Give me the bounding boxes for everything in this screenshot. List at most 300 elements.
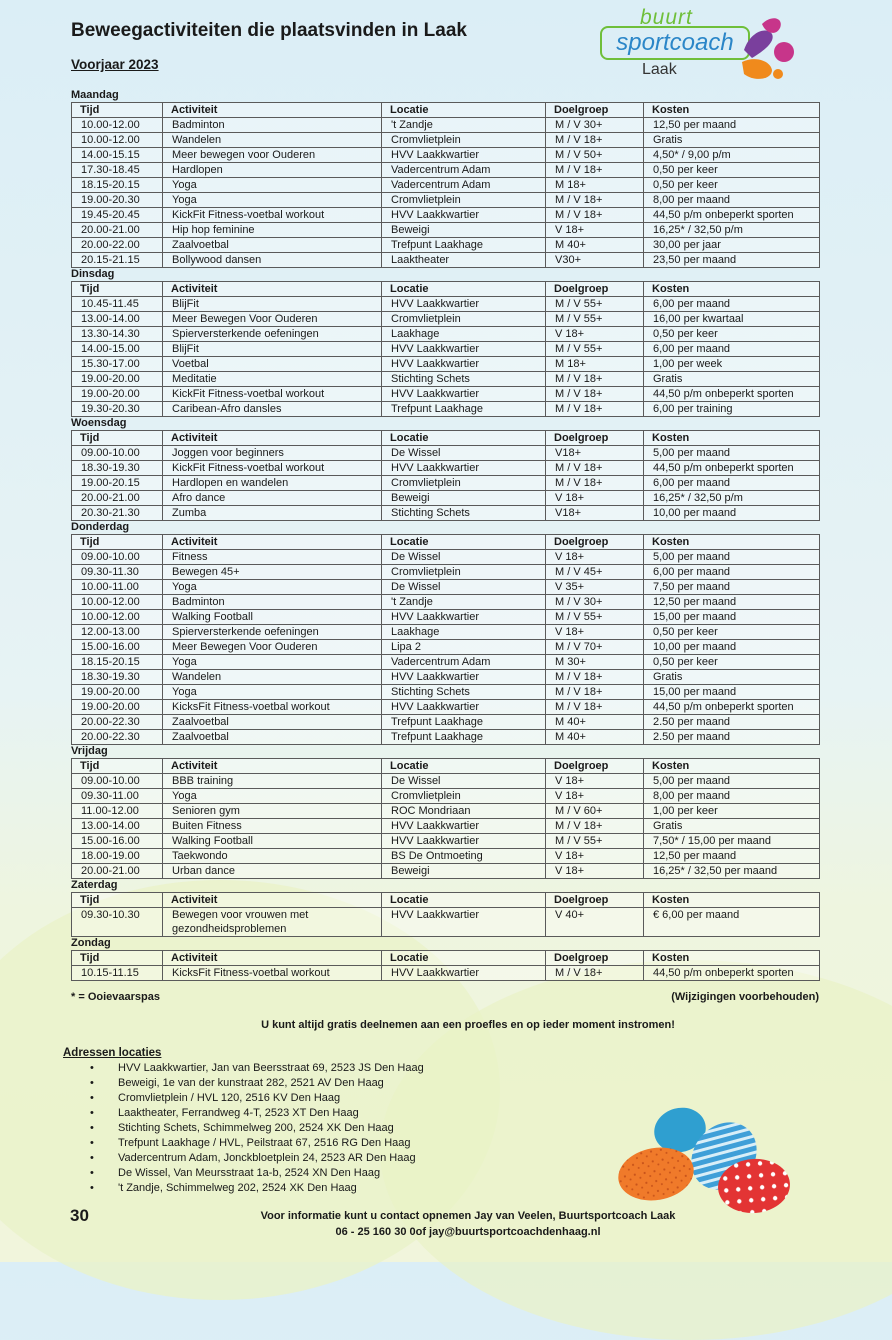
cell-location: Stichting Schets — [382, 372, 546, 387]
column-header-activity: Activiteit — [163, 431, 382, 446]
cell-target-group: M / V 55+ — [546, 834, 644, 849]
table-row — [72, 148, 820, 163]
cell-activity: Wandelen — [163, 133, 382, 148]
table-row — [72, 133, 820, 148]
cell-target-group: M / V 55+ — [546, 297, 644, 312]
cell-target-group: V 18+ — [546, 864, 644, 879]
cell-activity: KicksFit Fitness-voetbal workout — [163, 966, 382, 981]
cell-target-group: M / V 18+ — [546, 133, 644, 148]
cell-activity: KickFit Fitness-voetbal workout — [163, 461, 382, 476]
cell-location: Beweigi — [382, 223, 546, 238]
contact-info-line: 06 - 25 160 30 0of jay@buurtsportcoachdenhaag.nl — [335, 1226, 601, 1238]
table-row — [72, 700, 820, 715]
cell-activity: Bewegen voor vrouwen met gezondheidsproblemen — [163, 908, 382, 937]
cell-location: Vadercentrum Adam — [382, 163, 546, 178]
table-row — [72, 864, 820, 879]
contact-info-line: Voor informatie kunt u contact opnemen Jay van Veelen, Buurtsportcoach Laak — [260, 1210, 676, 1222]
cell-time: 18.15-20.15 — [72, 655, 163, 670]
cell-location: HVV Laakkwartier — [382, 966, 546, 981]
cell-cost: 0,50 per keer — [644, 327, 820, 342]
cell-target-group: M 18+ — [546, 178, 644, 193]
cell-activity: Fitness — [163, 550, 382, 565]
column-header-activity: Activiteit — [163, 759, 382, 774]
cell-time: 10.00-11.00 — [72, 580, 163, 595]
cell-location: HVV Laakkwartier — [382, 834, 546, 849]
cell-cost: 16,25* / 32,50 p/m — [644, 491, 820, 506]
table-header-row — [72, 893, 820, 908]
trial-lesson-notice: U kunt altijd gratis deelnemen aan een proefles en op ieder moment instromen! — [261, 1019, 675, 1031]
cell-location: HVV Laakkwartier — [382, 342, 546, 357]
table-row — [72, 789, 820, 804]
cell-time: 10.00-12.00 — [72, 133, 163, 148]
cell-time: 13.00-14.00 — [72, 819, 163, 834]
cell-time: 18.30-19.30 — [72, 670, 163, 685]
cell-target-group: M / V 18+ — [546, 685, 644, 700]
cell-cost: 0,50 per keer — [644, 655, 820, 670]
table-row — [72, 730, 820, 745]
cell-location: Cromvlietplein — [382, 133, 546, 148]
column-header-target-group: Doelgroep — [546, 893, 644, 908]
cell-cost: 2.50 per maand — [644, 730, 820, 745]
cell-target-group: M / V 18+ — [546, 387, 644, 402]
schedule-table — [71, 758, 820, 879]
address-item: • Stichting Schets, Schimmelweg 200, 2524 XK Den Haag — [90, 1121, 424, 1136]
cell-target-group: V 40+ — [546, 908, 644, 937]
schedule-table — [71, 281, 820, 417]
cell-time: 18.15-20.15 — [72, 178, 163, 193]
day-heading: Zaterdag — [71, 879, 118, 891]
page-number: 30 — [70, 1206, 89, 1225]
cell-cost: 5,00 per maand — [644, 550, 820, 565]
cell-location: Laaktheater — [382, 253, 546, 268]
cell-location: Laakhage — [382, 625, 546, 640]
cell-activity: Bewegen 45+ — [163, 565, 382, 580]
logo-splash-icon — [736, 12, 798, 84]
cell-time: 19.00-20.00 — [72, 387, 163, 402]
cell-location: HVV Laakkwartier — [382, 461, 546, 476]
column-header-time: Tijd — [72, 951, 163, 966]
easter-eggs-illustration — [612, 1098, 802, 1218]
cell-time: 18.00-19.00 — [72, 849, 163, 864]
table-row — [72, 118, 820, 133]
cell-activity: Hardlopen — [163, 163, 382, 178]
cell-activity: Urban dance — [163, 864, 382, 879]
table-row — [72, 297, 820, 312]
table-row — [72, 446, 820, 461]
cell-location: HVV Laakkwartier — [382, 297, 546, 312]
cell-cost: 15,00 per maand — [644, 610, 820, 625]
table-row — [72, 804, 820, 819]
cell-cost: 0,50 per keer — [644, 178, 820, 193]
cell-time: 09.30-11.00 — [72, 789, 163, 804]
cell-time: 19.00-20.00 — [72, 372, 163, 387]
cell-activity: Walking Football — [163, 834, 382, 849]
cell-activity: Joggen voor beginners — [163, 446, 382, 461]
day-heading: Woensdag — [71, 417, 127, 429]
column-header-cost: Kosten — [644, 103, 820, 118]
cell-activity: Bollywood dansen — [163, 253, 382, 268]
column-header-activity: Activiteit — [163, 282, 382, 297]
table-row — [72, 849, 820, 864]
cell-location: BS De Ontmoeting — [382, 849, 546, 864]
column-header-cost: Kosten — [644, 759, 820, 774]
cell-location: De Wissel — [382, 550, 546, 565]
cell-location: Trefpunt Laakhage — [382, 238, 546, 253]
column-header-time: Tijd — [72, 759, 163, 774]
cell-time: 15.30-17.00 — [72, 357, 163, 372]
cell-cost: 8,00 per maand — [644, 789, 820, 804]
cell-target-group: M 40+ — [546, 238, 644, 253]
cell-time: 10.00-12.00 — [72, 118, 163, 133]
cell-target-group: V 18+ — [546, 223, 644, 238]
column-header-location: Locatie — [382, 893, 546, 908]
cell-cost: 0,50 per keer — [644, 625, 820, 640]
cell-time: 11.00-12.00 — [72, 804, 163, 819]
cell-activity: Afro dance — [163, 491, 382, 506]
footnote: * = Ooievaarspas — [71, 991, 160, 1003]
cell-time: 19.00-20.15 — [72, 476, 163, 491]
cell-location: HVV Laakkwartier — [382, 908, 546, 937]
cell-cost: 4,50* / 9,00 p/m — [644, 148, 820, 163]
cell-time: 13.30-14.30 — [72, 327, 163, 342]
cell-activity: Hip hop feminine — [163, 223, 382, 238]
cell-time: 20.00-21.00 — [72, 223, 163, 238]
cell-activity: Hardlopen en wandelen — [163, 476, 382, 491]
cell-cost: 6,00 per training — [644, 402, 820, 417]
cell-target-group: M 40+ — [546, 715, 644, 730]
cell-time: 12.00-13.00 — [72, 625, 163, 640]
table-row — [72, 625, 820, 640]
cell-location: Vadercentrum Adam — [382, 178, 546, 193]
column-header-cost: Kosten — [644, 535, 820, 550]
logo-text-sportcoach: sportcoach — [600, 26, 750, 60]
table-header-row — [72, 103, 820, 118]
cell-location: Lipa 2 — [382, 640, 546, 655]
table-row — [72, 966, 820, 981]
cell-time: 20.00-21.00 — [72, 864, 163, 879]
cell-target-group: M / V 30+ — [546, 118, 644, 133]
table-header-row — [72, 431, 820, 446]
cell-time: 15.00-16.00 — [72, 834, 163, 849]
schedule-table — [71, 950, 820, 981]
cell-activity: Badminton — [163, 595, 382, 610]
table-row — [72, 193, 820, 208]
cell-activity: Wandelen — [163, 670, 382, 685]
cell-target-group: V 35+ — [546, 580, 644, 595]
table-row — [72, 655, 820, 670]
table-row — [72, 610, 820, 625]
cell-location: HVV Laakkwartier — [382, 700, 546, 715]
schedule-table — [71, 534, 820, 745]
table-row — [72, 550, 820, 565]
cell-target-group: M / V 18+ — [546, 819, 644, 834]
schedule-table — [71, 430, 820, 521]
cell-target-group: M / V 18+ — [546, 461, 644, 476]
table-row — [72, 491, 820, 506]
cell-target-group: V18+ — [546, 446, 644, 461]
cell-target-group: V 18+ — [546, 327, 644, 342]
schedule — [71, 89, 819, 981]
cell-location: Cromvlietplein — [382, 789, 546, 804]
cell-location: HVV Laakkwartier — [382, 208, 546, 223]
cell-time: 09.00-10.00 — [72, 774, 163, 789]
column-header-target-group: Doelgroep — [546, 431, 644, 446]
cell-location: Cromvlietplein — [382, 476, 546, 491]
cell-target-group: V 18+ — [546, 625, 644, 640]
cell-location: Stichting Schets — [382, 685, 546, 700]
cell-cost: 44,50 p/m onbeperkt sporten — [644, 700, 820, 715]
cell-location: De Wissel — [382, 446, 546, 461]
changes-note: (Wijzigingen voorbehouden) — [671, 991, 819, 1003]
table-row — [72, 357, 820, 372]
column-header-location: Locatie — [382, 535, 546, 550]
cell-target-group: M / V 60+ — [546, 804, 644, 819]
address-item: • 't Zandje, Schimmelweg 202, 2524 XK Den Haag — [90, 1181, 424, 1196]
cell-activity: Yoga — [163, 685, 382, 700]
table-header-row — [72, 282, 820, 297]
cell-target-group: M / V 18+ — [546, 700, 644, 715]
address-item: • Vadercentrum Adam, Jonckbloetplein 24, 2523 AR Den Haag — [90, 1151, 424, 1166]
cell-cost: 12,50 per maand — [644, 595, 820, 610]
cell-activity: Meer Bewegen Voor Ouderen — [163, 312, 382, 327]
column-header-target-group: Doelgroep — [546, 282, 644, 297]
column-header-target-group: Doelgroep — [546, 759, 644, 774]
cell-activity: Zumba — [163, 506, 382, 521]
cell-location: Beweigi — [382, 491, 546, 506]
cell-activity: Meer bewegen voor Ouderen — [163, 148, 382, 163]
cell-target-group: V 18+ — [546, 550, 644, 565]
cell-time: 15.00-16.00 — [72, 640, 163, 655]
cell-time: 19.00-20.30 — [72, 193, 163, 208]
column-header-cost: Kosten — [644, 431, 820, 446]
cell-target-group: M 18+ — [546, 357, 644, 372]
page-title: Beweegactiviteiten die plaatsvinden in Laak — [71, 20, 467, 41]
cell-location: Vadercentrum Adam — [382, 655, 546, 670]
cell-time: 20.00-22.00 — [72, 238, 163, 253]
address-item: • Beweigi, 1e van der kunstraat 282, 2521 AV Den Haag — [90, 1076, 424, 1091]
cell-target-group: V 18+ — [546, 491, 644, 506]
cell-activity: Zaalvoetbal — [163, 730, 382, 745]
address-item: • Trefpunt Laakhage / HVL, Peilstraat 67, 2516 RG Den Haag — [90, 1136, 424, 1151]
cell-cost: 10,00 per maand — [644, 506, 820, 521]
cell-cost: 12,50 per maand — [644, 849, 820, 864]
table-row — [72, 238, 820, 253]
cell-cost: 5,00 per maand — [644, 446, 820, 461]
day-heading: Dinsdag — [71, 268, 115, 280]
cell-target-group: M / V 30+ — [546, 595, 644, 610]
cell-cost: 7,50 per maand — [644, 580, 820, 595]
cell-activity: Zaalvoetbal — [163, 238, 382, 253]
cell-location: 't Zandje — [382, 595, 546, 610]
cell-time: 19.30-20.30 — [72, 402, 163, 417]
cell-cost: 1,00 per keer — [644, 804, 820, 819]
cell-cost: 8,00 per maand — [644, 193, 820, 208]
cell-time: 20.00-21.00 — [72, 491, 163, 506]
cell-cost: 16,25* / 32,50 per maand — [644, 864, 820, 879]
cell-time: 10.15-11.15 — [72, 966, 163, 981]
cell-cost: 5,00 per maand — [644, 774, 820, 789]
cell-cost: 6,00 per maand — [644, 297, 820, 312]
cell-cost: 44,50 p/m onbeperkt sporten — [644, 461, 820, 476]
cell-target-group: M / V 18+ — [546, 476, 644, 491]
column-header-location: Locatie — [382, 951, 546, 966]
cell-time: 20.30-21.30 — [72, 506, 163, 521]
cell-cost: 6,00 per maand — [644, 565, 820, 580]
column-header-location: Locatie — [382, 759, 546, 774]
table-row — [72, 565, 820, 580]
cell-time: 19.00-20.00 — [72, 685, 163, 700]
cell-activity: Yoga — [163, 580, 382, 595]
column-header-time: Tijd — [72, 893, 163, 908]
cell-time: 13.00-14.00 — [72, 312, 163, 327]
table-row — [72, 476, 820, 491]
cell-location: HVV Laakkwartier — [382, 148, 546, 163]
cell-cost: 1,00 per week — [644, 357, 820, 372]
cell-location: Trefpunt Laakhage — [382, 402, 546, 417]
cell-time: 09.00-10.00 — [72, 550, 163, 565]
cell-activity: Meer Bewegen Voor Ouderen — [163, 640, 382, 655]
cell-cost: 16,00 per kwartaal — [644, 312, 820, 327]
table-header-row — [72, 535, 820, 550]
cell-activity: Spierversterkende oefeningen — [163, 625, 382, 640]
column-header-target-group: Doelgroep — [546, 535, 644, 550]
cell-location: ROC Mondriaan — [382, 804, 546, 819]
day-heading: Maandag — [71, 89, 119, 101]
cell-location: Laakhage — [382, 327, 546, 342]
cell-target-group: V 18+ — [546, 849, 644, 864]
column-header-time: Tijd — [72, 282, 163, 297]
cell-time: 10.00-12.00 — [72, 610, 163, 625]
cell-target-group: M 30+ — [546, 655, 644, 670]
cell-time: 20.15-21.15 — [72, 253, 163, 268]
schedule-table — [71, 102, 820, 268]
table-row — [72, 908, 820, 937]
table-row — [72, 387, 820, 402]
table-row — [72, 461, 820, 476]
column-header-activity: Activiteit — [163, 103, 382, 118]
cell-activity: Caribean-Afro dansles — [163, 402, 382, 417]
cell-location: Cromvlietplein — [382, 312, 546, 327]
column-header-activity: Activiteit — [163, 535, 382, 550]
column-header-location: Locatie — [382, 103, 546, 118]
cell-activity: Voetbal — [163, 357, 382, 372]
cell-target-group: M / V 55+ — [546, 342, 644, 357]
cell-activity: Zaalvoetbal — [163, 715, 382, 730]
table-row — [72, 595, 820, 610]
table-row — [72, 253, 820, 268]
day-heading: Zondag — [71, 937, 111, 949]
column-header-target-group: Doelgroep — [546, 103, 644, 118]
cell-target-group: M / V 18+ — [546, 372, 644, 387]
cell-cost: 12,50 per maand — [644, 118, 820, 133]
cell-cost: 2.50 per maand — [644, 715, 820, 730]
cell-time: 14.00-15.15 — [72, 148, 163, 163]
cell-activity: Yoga — [163, 655, 382, 670]
cell-cost: 6,00 per maand — [644, 342, 820, 357]
column-header-time: Tijd — [72, 103, 163, 118]
cell-location: HVV Laakkwartier — [382, 357, 546, 372]
cell-time: 18.30-19.30 — [72, 461, 163, 476]
cell-time: 19.00-20.00 — [72, 700, 163, 715]
cell-activity: KickFit Fitness-voetbal workout — [163, 387, 382, 402]
table-row — [72, 580, 820, 595]
logo-text-laak: Laak — [642, 61, 677, 78]
cell-location: HVV Laakkwartier — [382, 610, 546, 625]
column-header-location: Locatie — [382, 282, 546, 297]
cell-cost: Gratis — [644, 670, 820, 685]
cell-location: HVV Laakkwartier — [382, 387, 546, 402]
cell-location: Stichting Schets — [382, 506, 546, 521]
address-item: • Cromvlietplein / HVL 120, 2516 KV Den Haag — [90, 1091, 424, 1106]
column-header-cost: Kosten — [644, 282, 820, 297]
cell-target-group: M / V 50+ — [546, 148, 644, 163]
cell-activity: Walking Football — [163, 610, 382, 625]
season-subtitle: Voorjaar 2023 — [71, 57, 159, 72]
table-row — [72, 312, 820, 327]
table-row — [72, 402, 820, 417]
address-item: • Laaktheater, Ferrandweg 4-T, 2523 XT Den Haag — [90, 1106, 424, 1121]
cell-location: De Wissel — [382, 774, 546, 789]
cell-activity: BlijFit — [163, 342, 382, 357]
cell-activity: KicksFit Fitness-voetbal workout — [163, 700, 382, 715]
cell-target-group: M / V 45+ — [546, 565, 644, 580]
cell-target-group: M / V 18+ — [546, 670, 644, 685]
buurtsportcoach-logo — [598, 6, 798, 86]
cell-location: Trefpunt Laakhage — [382, 730, 546, 745]
cell-time: 09.30-10.30 — [72, 908, 163, 937]
table-row — [72, 178, 820, 193]
column-header-location: Locatie — [382, 431, 546, 446]
cell-time: 09.00-10.00 — [72, 446, 163, 461]
cell-cost: 44,50 p/m onbeperkt sporten — [644, 208, 820, 223]
cell-cost: 15,00 per maand — [644, 685, 820, 700]
table-header-row — [72, 759, 820, 774]
cell-cost: 0,50 per keer — [644, 163, 820, 178]
table-row — [72, 342, 820, 357]
column-header-cost: Kosten — [644, 893, 820, 908]
cell-location: Trefpunt Laakhage — [382, 715, 546, 730]
cell-activity: Taekwondo — [163, 849, 382, 864]
cell-time: 20.00-22.30 — [72, 715, 163, 730]
cell-cost: 7,50* / 15,00 per maand — [644, 834, 820, 849]
logo-text-buurt: buurt — [640, 6, 693, 29]
cell-location: Beweigi — [382, 864, 546, 879]
cell-location: HVV Laakkwartier — [382, 670, 546, 685]
cell-time: 09.30-11.30 — [72, 565, 163, 580]
cell-cost: 44,50 p/m onbeperkt sporten — [644, 966, 820, 981]
table-row — [72, 208, 820, 223]
cell-cost: 16,25* / 32,50 p/m — [644, 223, 820, 238]
cell-cost: 44,50 p/m onbeperkt sporten — [644, 387, 820, 402]
column-header-activity: Activiteit — [163, 893, 382, 908]
column-header-activity: Activiteit — [163, 951, 382, 966]
table-row — [72, 640, 820, 655]
cell-location: De Wissel — [382, 580, 546, 595]
cell-target-group: M / V 18+ — [546, 208, 644, 223]
cell-target-group: M / V 70+ — [546, 640, 644, 655]
day-heading: Vrijdag — [71, 745, 108, 757]
table-row — [72, 372, 820, 387]
cell-location: Cromvlietplein — [382, 565, 546, 580]
cell-location: Cromvlietplein — [382, 193, 546, 208]
table-row — [72, 223, 820, 238]
cell-activity: Yoga — [163, 789, 382, 804]
cell-target-group: M / V 18+ — [546, 402, 644, 417]
cell-target-group: M / V 18+ — [546, 193, 644, 208]
cell-location: HVV Laakkwartier — [382, 819, 546, 834]
cell-activity: Meditatie — [163, 372, 382, 387]
cell-target-group: V18+ — [546, 506, 644, 521]
